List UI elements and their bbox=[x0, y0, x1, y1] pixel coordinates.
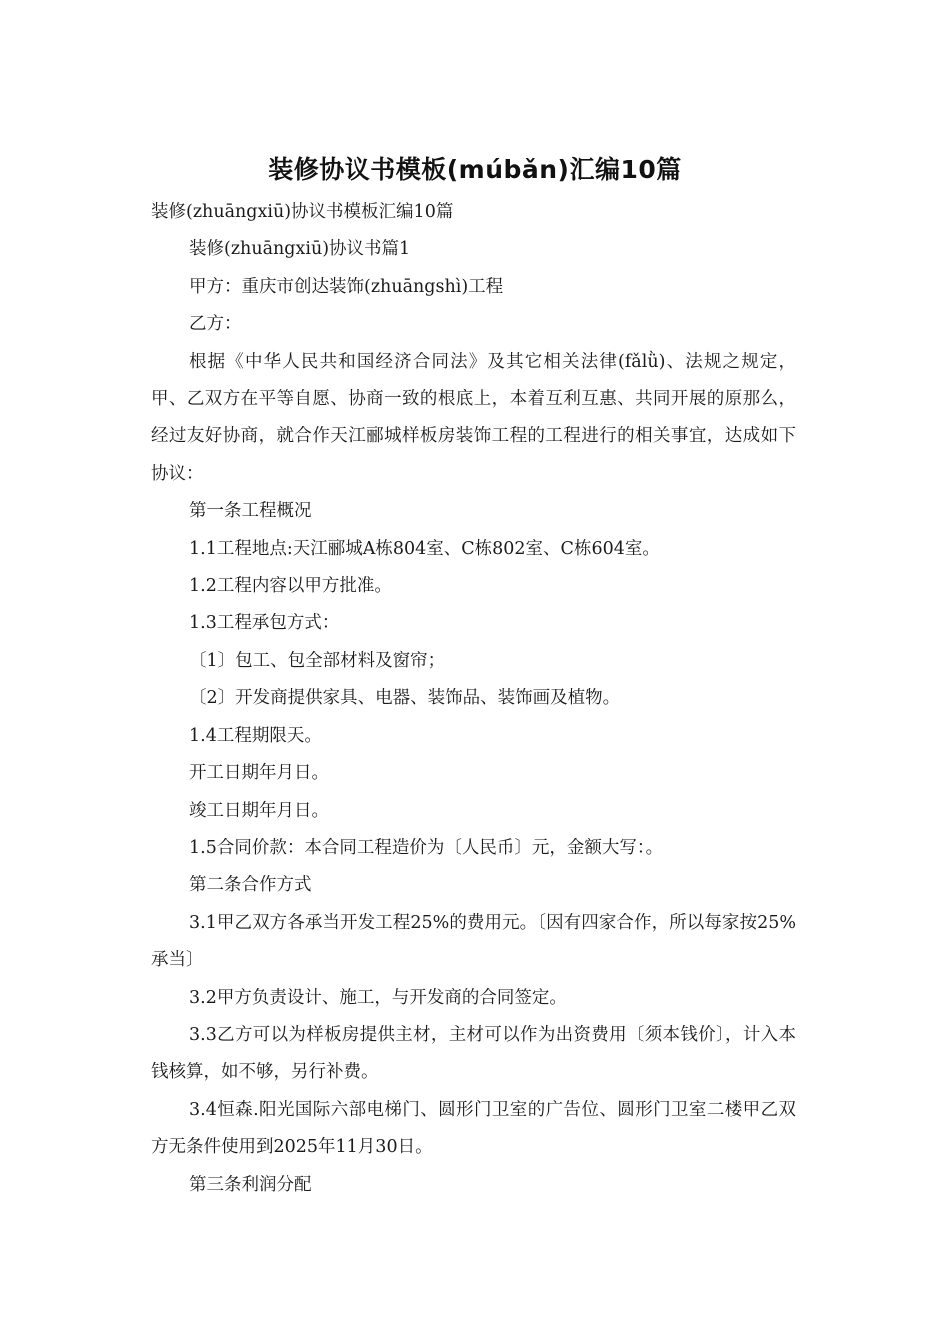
paragraph-article-3-heading: 第三条利润分配 bbox=[189, 1174, 312, 1195]
paragraph-article-1-heading: 第一条工程概况 bbox=[189, 501, 312, 522]
paragraph-article-2-heading: 第二条合作方式 bbox=[189, 875, 312, 896]
document-body bbox=[151, 194, 796, 1204]
paragraph-party-b: 乙方： bbox=[189, 314, 242, 335]
paragraph-clause-1-4: 1.4工程期限天。 bbox=[189, 725, 322, 746]
paragraph-clause-3-4: 3.4恒森.阳光国际六部电梯门、圆形门卫室的广告位、圆形门卫室二楼甲乙双方无条件使用到2025年11月30日。 bbox=[151, 1099, 796, 1158]
paragraph-party-a: 甲方：重庆市创达装饰(zhuāngshì)工程 bbox=[189, 276, 504, 297]
paragraph-section-heading: 装修(zhuāngxiū)协议书篇1 bbox=[189, 239, 411, 260]
document-title: 装修协议书模板(múbǎn)汇编10篇 bbox=[268, 155, 682, 184]
paragraph-clause-3-1: 3.1甲乙双方各承当开发工程25%的费用元。〔因有四家合作，所以每家按25%承当〕 bbox=[151, 912, 796, 971]
paragraph-clause-3-3: 3.3乙方可以为样板房提供主材，主材可以作为出资费用〔须本钱价〕，计入本钱核算，如不够，另行补费。 bbox=[151, 1024, 796, 1083]
paragraph-clause-1-3: 1.3工程承包方式： bbox=[189, 613, 340, 634]
paragraph-collection-title: 装修(zhuāngxiū)协议书模板汇编10篇 bbox=[151, 202, 454, 222]
paragraph-completion-date: 竣工日期年月日。 bbox=[189, 800, 329, 821]
paragraph-clause-1-1: 1.1工程地点:天江郦城A栋804室、C栋802室、C栋604室。 bbox=[189, 538, 660, 559]
paragraph-item-1: 〔1〕包工、包全部材料及窗帘； bbox=[189, 650, 446, 671]
paragraph-clause-1-2: 1.2工程内容以甲方批准。 bbox=[189, 576, 392, 597]
paragraph-clause-1-5: 1.5合同价款：本合同工程造价为〔人民币〕元，金额大写：。 bbox=[189, 837, 664, 858]
paragraph-item-2: 〔2〕开发商提供家具、电器、装饰品、装饰画及植物。 bbox=[189, 688, 621, 709]
paragraph-start-date: 开工日期年月日。 bbox=[189, 763, 329, 784]
paragraph-preamble: 根据《中华人民共和国经济合同法》及其它相关法律(fǎlǜ)、法规之规定，甲、乙双方在平等自愿、协商一致的根底上，本着互利互惠、共同开展的原那么，经过友好协商，就合作天江郦城样板房装饰工程的工程进行的相关事宜，达成如下协议： bbox=[151, 351, 796, 484]
paragraph-clause-3-2: 3.2甲方负责设计、施工，与开发商的合同签定。 bbox=[189, 987, 567, 1008]
